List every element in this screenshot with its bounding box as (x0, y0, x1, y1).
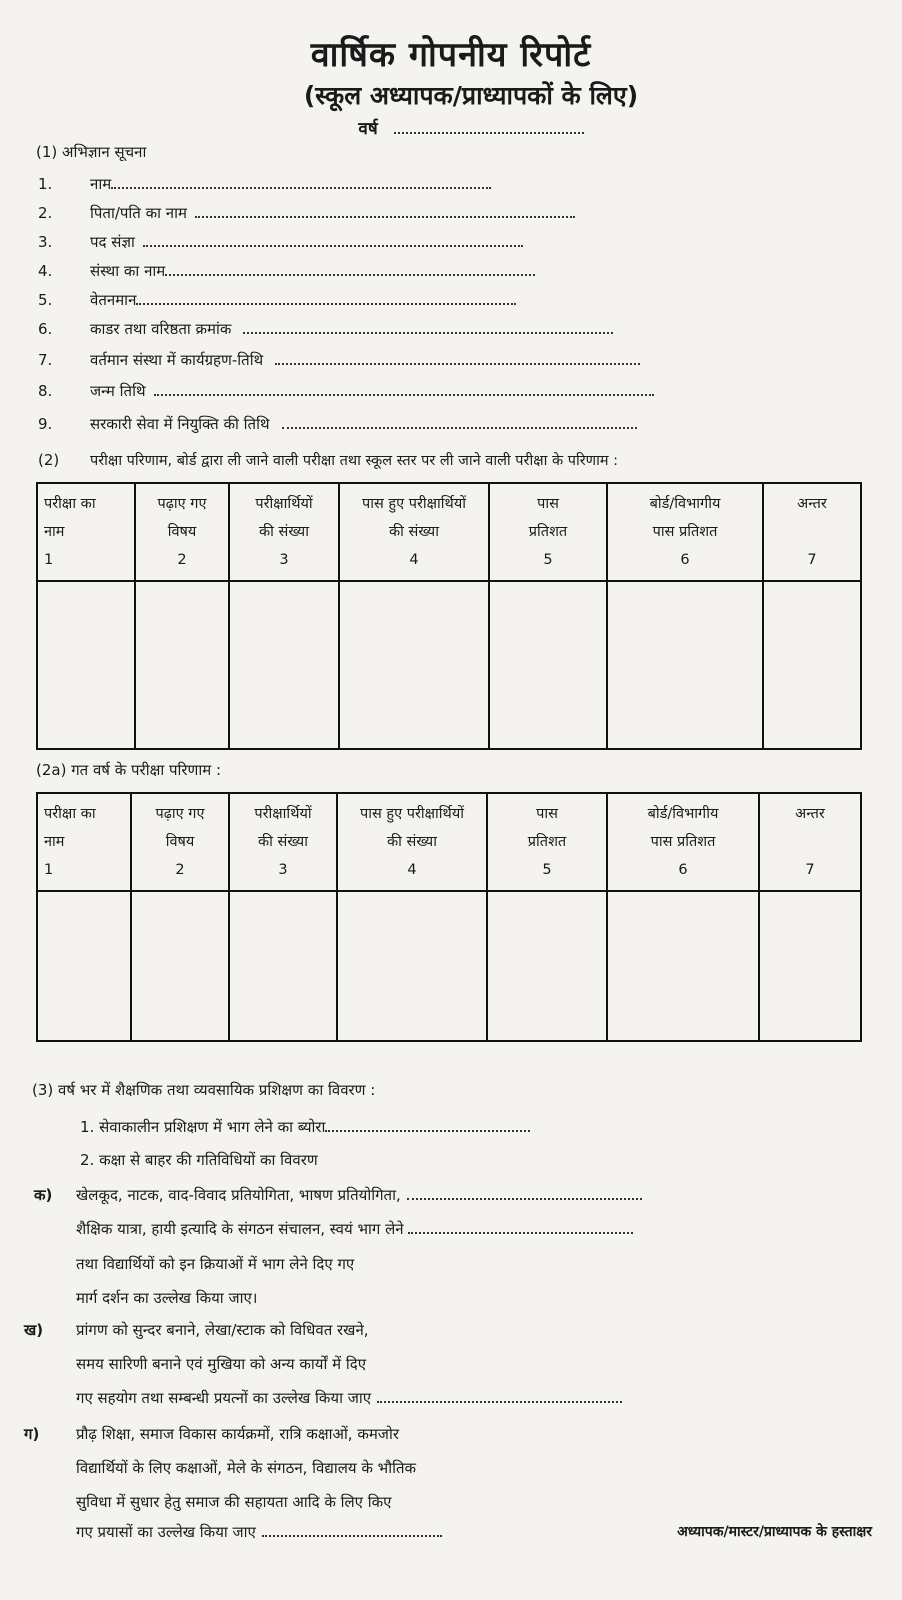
column-header: पढ़ाए गए विषय 2 (131, 793, 229, 891)
table-header-row (37, 793, 861, 891)
field-row: 3. पद संज्ञा (38, 232, 523, 252)
field-label: काडर तथा वरिष्ठता क्रमांक (90, 320, 232, 338)
field-row: 2. पिता/पति का नाम (38, 203, 575, 223)
table-cell[interactable] (763, 581, 861, 749)
field-row: 7. वर्तमान संस्था में कार्यग्रहण-तिथि (38, 350, 640, 370)
field-label: जन्म तिथि (90, 382, 146, 400)
field-input-line[interactable] (282, 417, 637, 429)
sub-item-input-line[interactable] (377, 1391, 622, 1403)
field-label: पद संज्ञा (90, 233, 135, 251)
column-header: पास हुए परीक्षार्थियों की संख्या 4 (339, 483, 489, 581)
table-cell[interactable] (339, 581, 489, 749)
field-label: सरकारी सेवा में नियुक्ति की तिथि (90, 415, 270, 433)
table-cell[interactable] (337, 891, 487, 1041)
table-cell[interactable] (229, 891, 337, 1041)
training-input-line[interactable] (325, 1120, 530, 1132)
sub-item-line: प्रौढ़ शिक्षा, समाज विकास कार्यक्रमों, रात्रि कक्षाओं, कमजोर (76, 1425, 399, 1443)
field-row: 5. वेतनमान (38, 290, 516, 310)
field-input-line[interactable] (154, 384, 654, 396)
table-cell[interactable] (607, 891, 759, 1041)
field-row: 9. सरकारी सेवा में नियुक्ति की तिथि (38, 414, 637, 434)
results-table-current (36, 482, 862, 750)
sub-item-line: मार्ग दर्शन का उल्लेख किया जाए। (76, 1289, 258, 1307)
column-header: परीक्षार्थियों की संख्या 3 (229, 483, 339, 581)
column-header: अन्तर 7 (759, 793, 861, 891)
table-cell[interactable] (229, 581, 339, 749)
year-label: वर्ष (358, 119, 378, 139)
sub-item-input-line[interactable] (407, 1188, 642, 1200)
field-row: 8. जन्म तिथि (38, 381, 654, 401)
column-header: पास हुए परीक्षार्थियों की संख्या 4 (337, 793, 487, 891)
column-header: परीक्षा का नाम 1 (37, 793, 131, 891)
column-header: परीक्षा का नाम 1 (37, 483, 135, 581)
column-header: पास प्रतिशत 5 (487, 793, 607, 891)
training-item: 1. सेवाकालीन प्रशिक्षण में भाग लेने का ब्योरा (80, 1117, 530, 1137)
field-input-line[interactable] (195, 206, 575, 218)
table-row (37, 581, 861, 749)
year-line (0, 116, 902, 139)
table-cell[interactable] (607, 581, 763, 749)
sub-item-line: सुविधा में सुधार हेतु समाज की सहायता आदि के लिए किए (76, 1493, 392, 1511)
field-input-line[interactable] (111, 177, 491, 189)
signature-label: अध्यापक/मास्टर/प्राध्यापक के हस्ताक्षर (677, 1524, 872, 1540)
table-cell[interactable] (487, 891, 607, 1041)
table-row (37, 891, 861, 1041)
form-subtitle: (स्कूल अध्यापक/प्राध्यापकों के लिए) (303, 81, 639, 110)
sub-item-line: गए प्रयासों का उल्लेख किया जाए (76, 1522, 442, 1542)
sub-item-input-line[interactable] (262, 1525, 442, 1537)
table-cell[interactable] (37, 581, 135, 749)
table-cell[interactable] (489, 581, 607, 749)
results-table-previous (36, 792, 862, 1042)
column-header: पढ़ाए गए विषय 2 (135, 483, 229, 581)
sub-item-line: समय सारिणी बनाने एवं मुखिया को अन्य कार्यों में दिए (76, 1355, 367, 1373)
field-label: नाम (90, 175, 112, 193)
field-row: 1. नाम (38, 174, 491, 194)
sub-item-marker: क) (34, 1186, 53, 1204)
field-input-line[interactable] (165, 264, 535, 276)
field-label: पिता/पति का नाम (90, 204, 187, 222)
field-row: 6. काडर तथा वरिष्ठता क्रमांक (38, 319, 613, 339)
field-label: वेतनमान (90, 291, 137, 309)
column-header: पास प्रतिशत 5 (489, 483, 607, 581)
section2a-heading: (2a) गत वर्ष के परीक्षा परिणाम : (36, 761, 222, 779)
form-title: वार्षिक गोपनीय रिपोर्ट (310, 35, 592, 75)
table-header-row (37, 483, 861, 581)
field-label: संस्था का नाम (90, 262, 166, 280)
column-header: अन्तर 7 (763, 483, 861, 581)
table-cell[interactable] (131, 891, 229, 1041)
sub-item-line: प्रांगण को सुन्दर बनाने, लेखा/स्टाक को विधिवत रखने, (76, 1321, 369, 1339)
sub-item-line: गए सहयोग तथा सम्बन्धी प्रयत्नों का उल्लेख किया जाए (76, 1388, 622, 1408)
column-header: बोर्ड/विभागीय पास प्रतिशत 6 (607, 793, 759, 891)
sub-item-input-line[interactable] (408, 1222, 633, 1234)
field-input-line[interactable] (275, 353, 640, 365)
field-input-line[interactable] (136, 293, 516, 305)
table-cell[interactable] (37, 891, 131, 1041)
section1-heading: (1) अभिज्ञान सूचना (36, 143, 147, 161)
field-row: 4. संस्था का नाम (38, 261, 535, 281)
field-input-line[interactable] (143, 235, 523, 247)
field-input-line[interactable] (243, 322, 613, 334)
section3-heading: (3) वर्ष भर में शैक्षणिक तथा व्यवसायिक प्रशिक्षण का विवरण : (32, 1081, 376, 1099)
section2-heading: (2) परीक्षा परिणाम, बोर्ड द्वारा ली जाने वाली परीक्षा तथा स्कूल स्तर पर ली जाने वाली परीक्षा के परिणाम : (38, 451, 619, 469)
column-header: परीक्षार्थियों की संख्या 3 (229, 793, 337, 891)
sub-item-marker: ख) (24, 1321, 44, 1339)
sub-item-line: विद्यार्थियों के लिए कक्षाओं, मेले के संगठन, विद्यालय के भौतिक (76, 1459, 417, 1477)
column-header: बोर्ड/विभागीय पास प्रतिशत 6 (607, 483, 763, 581)
table-cell[interactable] (135, 581, 229, 749)
sub-item-line: शैक्षिक यात्रा, हायी इत्यादि के संगठन संचालन, स्वयं भाग लेने (76, 1219, 633, 1239)
table-cell[interactable] (759, 891, 861, 1041)
outside-class-item: 2. कक्षा से बाहर की गतिविधियों का विवरण (80, 1151, 318, 1169)
sub-item-marker: ग) (24, 1425, 40, 1443)
year-input-line[interactable] (394, 122, 584, 134)
field-label: वर्तमान संस्था में कार्यग्रहण-तिथि (90, 351, 264, 369)
sub-item-line: खेलकूद, नाटक, वाद-विवाद प्रतियोगिता, भाषण प्रतियोगिता, (76, 1185, 642, 1205)
sub-item-line: तथा विद्यार्थियों को इन क्रियाओं में भाग लेने दिए गए (76, 1255, 355, 1273)
